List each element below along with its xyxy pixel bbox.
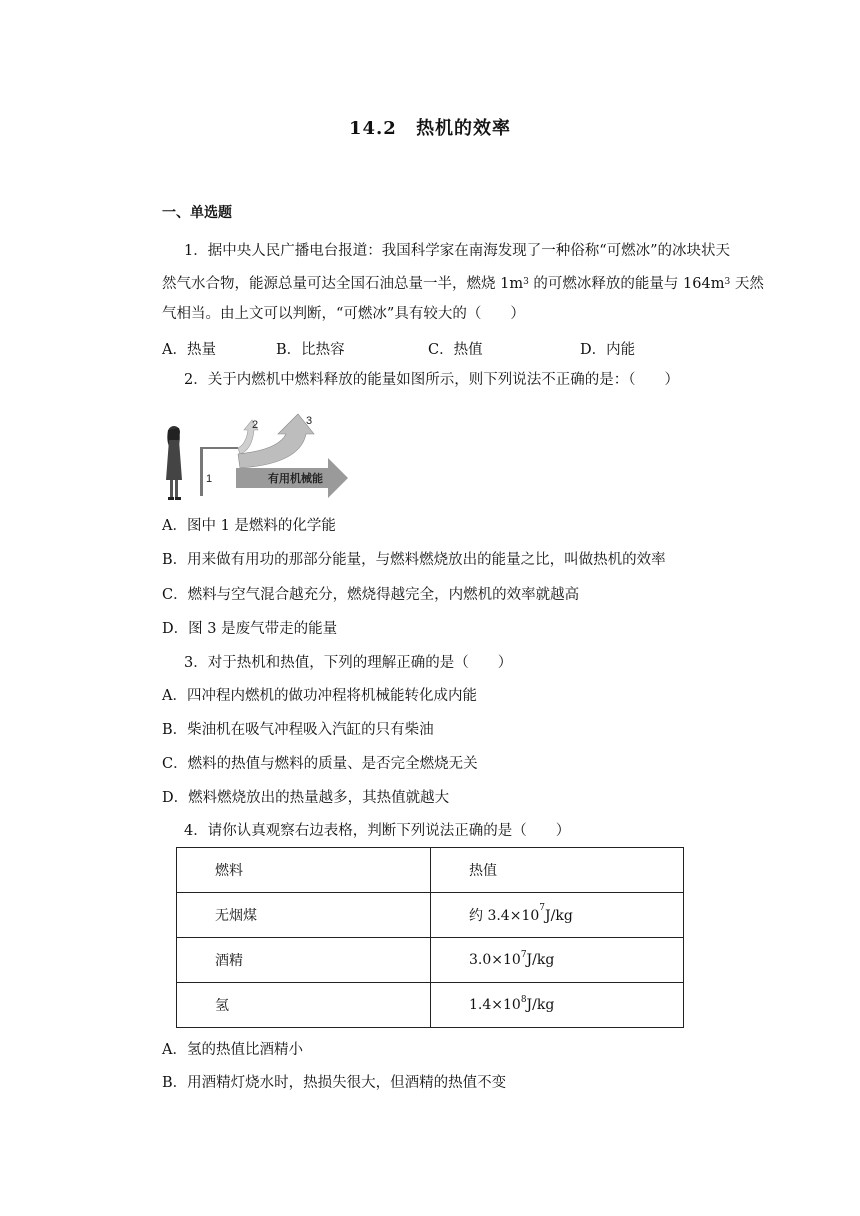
figure-label-1: 1: [206, 473, 213, 485]
heat-value-cell: 约 $3.4\times 10^7J/kg$: [431, 893, 684, 938]
figure-label-2: 2: [252, 419, 259, 431]
fuel-cell: 无烟煤: [177, 893, 431, 938]
q1-line1: 1．据中央人民广播电台报道：我国科学家在南海发现了一种俗称“可燃冰”的冰块状天: [184, 243, 731, 259]
q1-option-b[interactable]: B．比热容: [276, 342, 345, 358]
q1-line3: 气相当。由上文可以判断，“可燃冰”具有较大的（ ）: [162, 306, 525, 322]
q1-option-c[interactable]: C．热值: [428, 342, 483, 358]
page-title: [0, 114, 860, 140]
fuel-cell: 酒精: [177, 938, 431, 983]
q3-option-a[interactable]: A．四冲程内燃机的做功冲程将机械能转化成内能: [162, 688, 477, 704]
q1-line2: 然气水合物，能源总量可达全国石油总量一半，燃烧 $1m^3$ 的可燃冰释放的能量与 $164m^3$ 天然: [162, 276, 764, 292]
title-number: 14.2: [348, 118, 397, 139]
person-figure: [166, 426, 182, 500]
q2-option-d[interactable]: D．图 3 是废气带走的能量: [162, 621, 338, 637]
table-header-row: [177, 848, 684, 893]
figure-arrow-text: 有用机械能: [268, 472, 323, 485]
table-header-cell: 燃料: [177, 848, 431, 893]
q4-option-a[interactable]: A．氢的热值比酒精小: [162, 1042, 303, 1058]
table-row: [177, 938, 684, 983]
q2-option-a[interactable]: A．图中 1 是燃料的化学能: [162, 518, 336, 534]
q3-stem: 3．对于热机和热值，下列的理解正确的是（ ）: [184, 655, 513, 671]
q3-option-c[interactable]: C．燃料的热值与燃料的质量、是否完全燃烧无关: [162, 756, 478, 772]
q3-option-b[interactable]: B．柴油机在吸气冲程吸入汽缸的只有柴油: [162, 722, 434, 738]
heat-value-cell: $1.4\times 10^8J/kg$: [431, 983, 684, 1028]
q4-option-b[interactable]: B．用酒精灯烧水时，热损失很大，但酒精的热值不变: [162, 1075, 507, 1091]
fuel-heat-table: [176, 847, 684, 1028]
q1-option-a[interactable]: A．热量: [162, 342, 216, 358]
q2-option-b[interactable]: B．用来做有用功的那部分能量，与燃料燃烧放出的能量之比，叫做热机的效率: [162, 552, 666, 568]
fuel-cell: 氢: [177, 983, 431, 1028]
figure-label-3: 3: [306, 415, 313, 427]
q3-option-d[interactable]: D．燃料燃烧放出的热量越多，其热值就越大: [162, 790, 450, 806]
q2-option-c[interactable]: C．燃料与空气混合越充分，燃烧得越完全，内燃机的效率就越高: [162, 587, 580, 603]
table-row: [177, 983, 684, 1028]
section-heading: 一、单选题: [162, 205, 232, 221]
energy-flow-figure: [160, 410, 350, 506]
q4-stem: 4．请你认真观察右边表格，判断下列说法正确的是（ ）: [184, 823, 571, 839]
title-text: 热机的效率: [416, 118, 512, 139]
table-row: [177, 893, 684, 938]
q1-option-d[interactable]: D．内能: [580, 342, 636, 358]
q2-stem: 2．关于内燃机中燃料释放的能量如图所示，则下列说法不正确的是：（ ）: [184, 372, 679, 388]
heat-value-cell: $3.0\times 10^7J/kg$: [431, 938, 684, 983]
table-header-cell: 热值: [431, 848, 684, 893]
